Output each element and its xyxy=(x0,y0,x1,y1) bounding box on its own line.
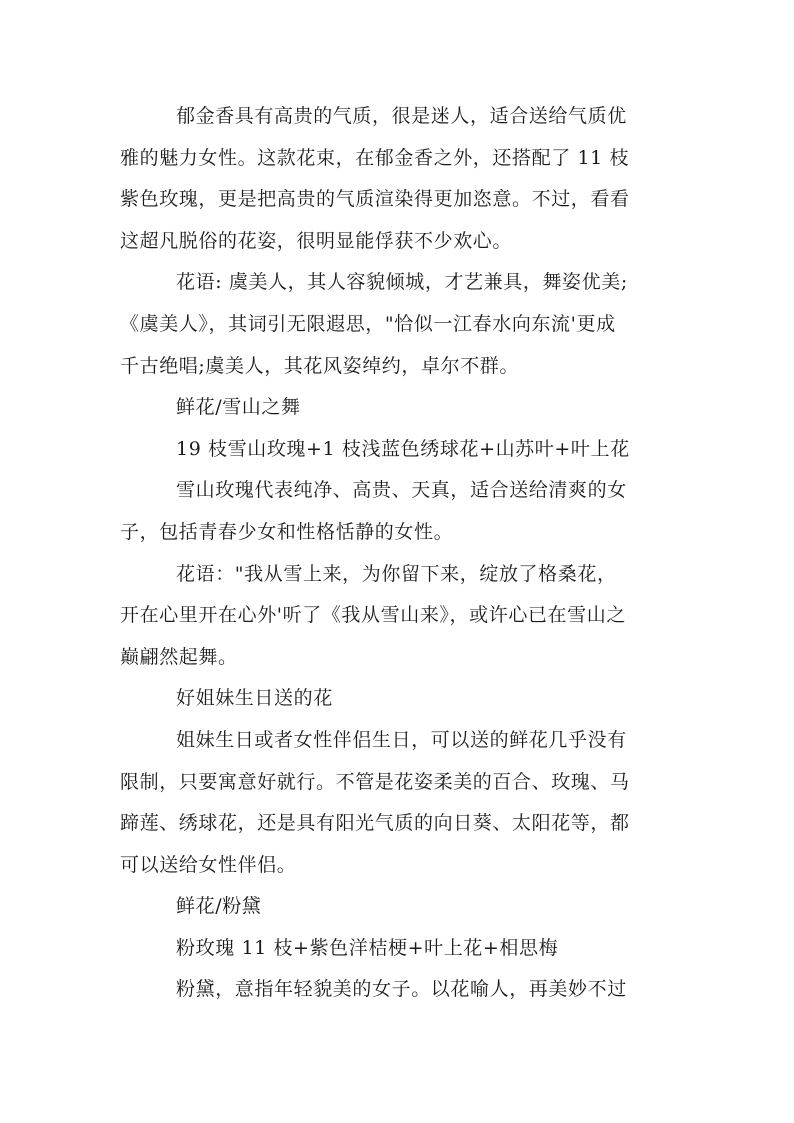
paragraph-tulip-line-1: 郁金香具有高贵的气质，很是迷人，适合送给气质优 xyxy=(176,105,627,127)
paragraph-snow-rose-line-2: 子，包括青春少女和性格恬静的女性。 xyxy=(120,520,454,543)
heading-snow-mountain-dance: 鲜花/雪山之舞 xyxy=(176,396,301,419)
paragraph-tulip-line-2: 雅的魅力女性。这款花束，在郁金香之外，还搭配了 11 枝 xyxy=(120,146,630,169)
heading-fendai: 鲜花/粉黛 xyxy=(176,895,262,918)
paragraph-poppy-line-1: 花语: 虞美人，其人容貌倾城，才艺兼具，舞姿优美; xyxy=(176,271,628,294)
paragraph-fendai-line-1: 粉黛，意指年轻貌美的女子。以花喻人，再美妙不过 xyxy=(176,978,627,1001)
paragraph-snow-rose-line-1: 雪山玫瑰代表纯净、高贵、天真，适合送给清爽的女 xyxy=(176,479,627,502)
paragraph-birthday-line-4: 可以送给女性伴侣。 xyxy=(120,853,297,876)
paragraph-tulip-line-4: 这超凡脱俗的花姿，很明显能俘获不少欢心。 xyxy=(120,229,513,252)
document-body xyxy=(120,96,676,1011)
paragraph-birthday-line-3: 蹄莲、绣球花，还是具有阳光气质的向日葵、太阳花等，都 xyxy=(120,812,630,835)
bouquet-composition-snow: 19 枝雪山玫瑰+1 枝浅蓝色绣球花+山苏叶+叶上花 xyxy=(176,437,630,460)
paragraph-poppy-line-2: 《虞美人》，其词引无限遐思，"恰似一江春水向东流'更成 xyxy=(120,312,616,335)
paragraph-birthday-line-2: 限制，只要寓意好就行。不管是花姿柔美的百合、玫瑰、马 xyxy=(120,770,630,793)
bouquet-composition-fendai: 粉玫瑰 11 枝+紫色洋桔梗+叶上花+相思梅 xyxy=(176,936,559,959)
paragraph-flower-language-line-3: 巅翩然起舞。 xyxy=(120,645,238,668)
paragraph-flower-language-line-1: 花语："我从雪上来，为你留下来，绽放了格桑花， xyxy=(176,562,617,585)
paragraph-poppy-line-3: 千古绝唱;虞美人，其花风姿绰约，卓尔不群。 xyxy=(120,354,520,377)
paragraph-birthday-line-1: 姐妹生日或者女性伴侣生日，可以送的鲜花几乎没有 xyxy=(176,728,627,751)
paragraph-tulip-line-3: 紫色玫瑰，更是把高贵的气质渲染得更加恣意。不过，看看 xyxy=(120,188,630,211)
heading-sister-birthday: 好姐妹生日送的花 xyxy=(176,687,333,710)
paragraph-flower-language-line-2: 开在心里开在心外'听了《我从雪山来》，或许心已在雪山之 xyxy=(120,604,626,627)
